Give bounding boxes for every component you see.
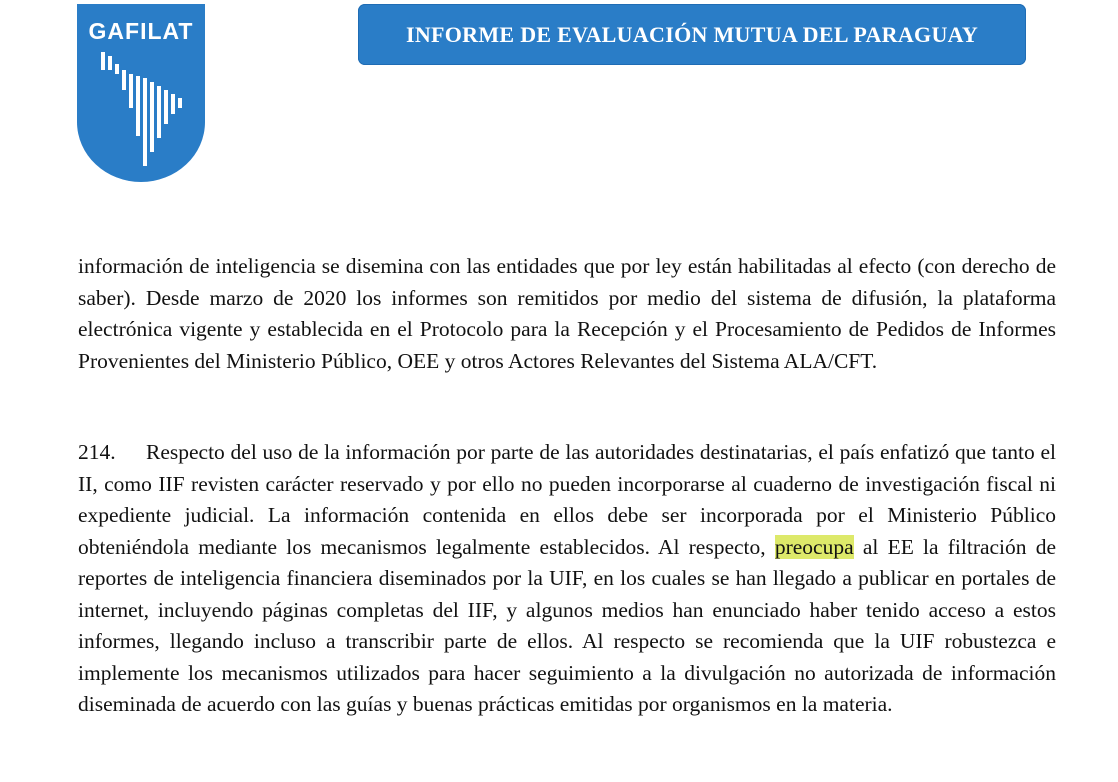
highlighted-word: preocupa — [774, 534, 854, 559]
report-title: INFORME DE EVALUACIÓN MUTUA DEL PARAGUAY — [405, 21, 979, 47]
header-banner — [358, 4, 1026, 65]
paragraph-text-end: al EE la filtración de reportes de inteligencia financiera diseminados por la UIF, en los cuales se han llegado a publicar en portales de internet, incluyendo páginas completas del IIF, y algunos medios han enunciado haber tenido acceso a estos informes, llegando incluso a transcribir parte de ellos. Al respecto se recomienda que la UIF robustezca e implemente los mecanismos utilizados para hacer seguimiento a la divulgación no autorizada de información diseminada de acuerdo con las guías y buenas prácticas emitidas por organismos en la materia. — [78, 534, 1057, 716]
paragraph-214 — [78, 437, 1056, 721]
paragraph-text-start: Respecto del uso de la información por parte de las autoridades destinatarias, el país enfatizó que tanto el II, como IIF revisten carácter reservado y por ello no pueden incorporarse al cuaderno de investigación fiscal ni expediente judicial. La información contenida en ellos debe ser incorporada por el Ministerio Público obteniéndola mediante los mecanismos legalmente establecidos. Al respecto, — [78, 440, 1056, 559]
paragraph-number: 214. — [78, 440, 116, 464]
gafilat-logo — [77, 4, 205, 182]
logo-text: GAFILAT — [88, 18, 194, 44]
paragraph-continuation: información de inteligencia se disemina con las entidades que por ley están habilitadas al efecto (con derecho de saber). Desde marzo de 2020 los informes son remitidos por medio del sistema de difusión, la plataforma electrónica vigente y establecida en el Protocolo para la Recepción y el Procesamiento de Pedidos de Informes Provenientes del Ministerio Público, OEE y otros Actores Relevantes del Sistema ALA/CFT. — [78, 254, 1056, 373]
